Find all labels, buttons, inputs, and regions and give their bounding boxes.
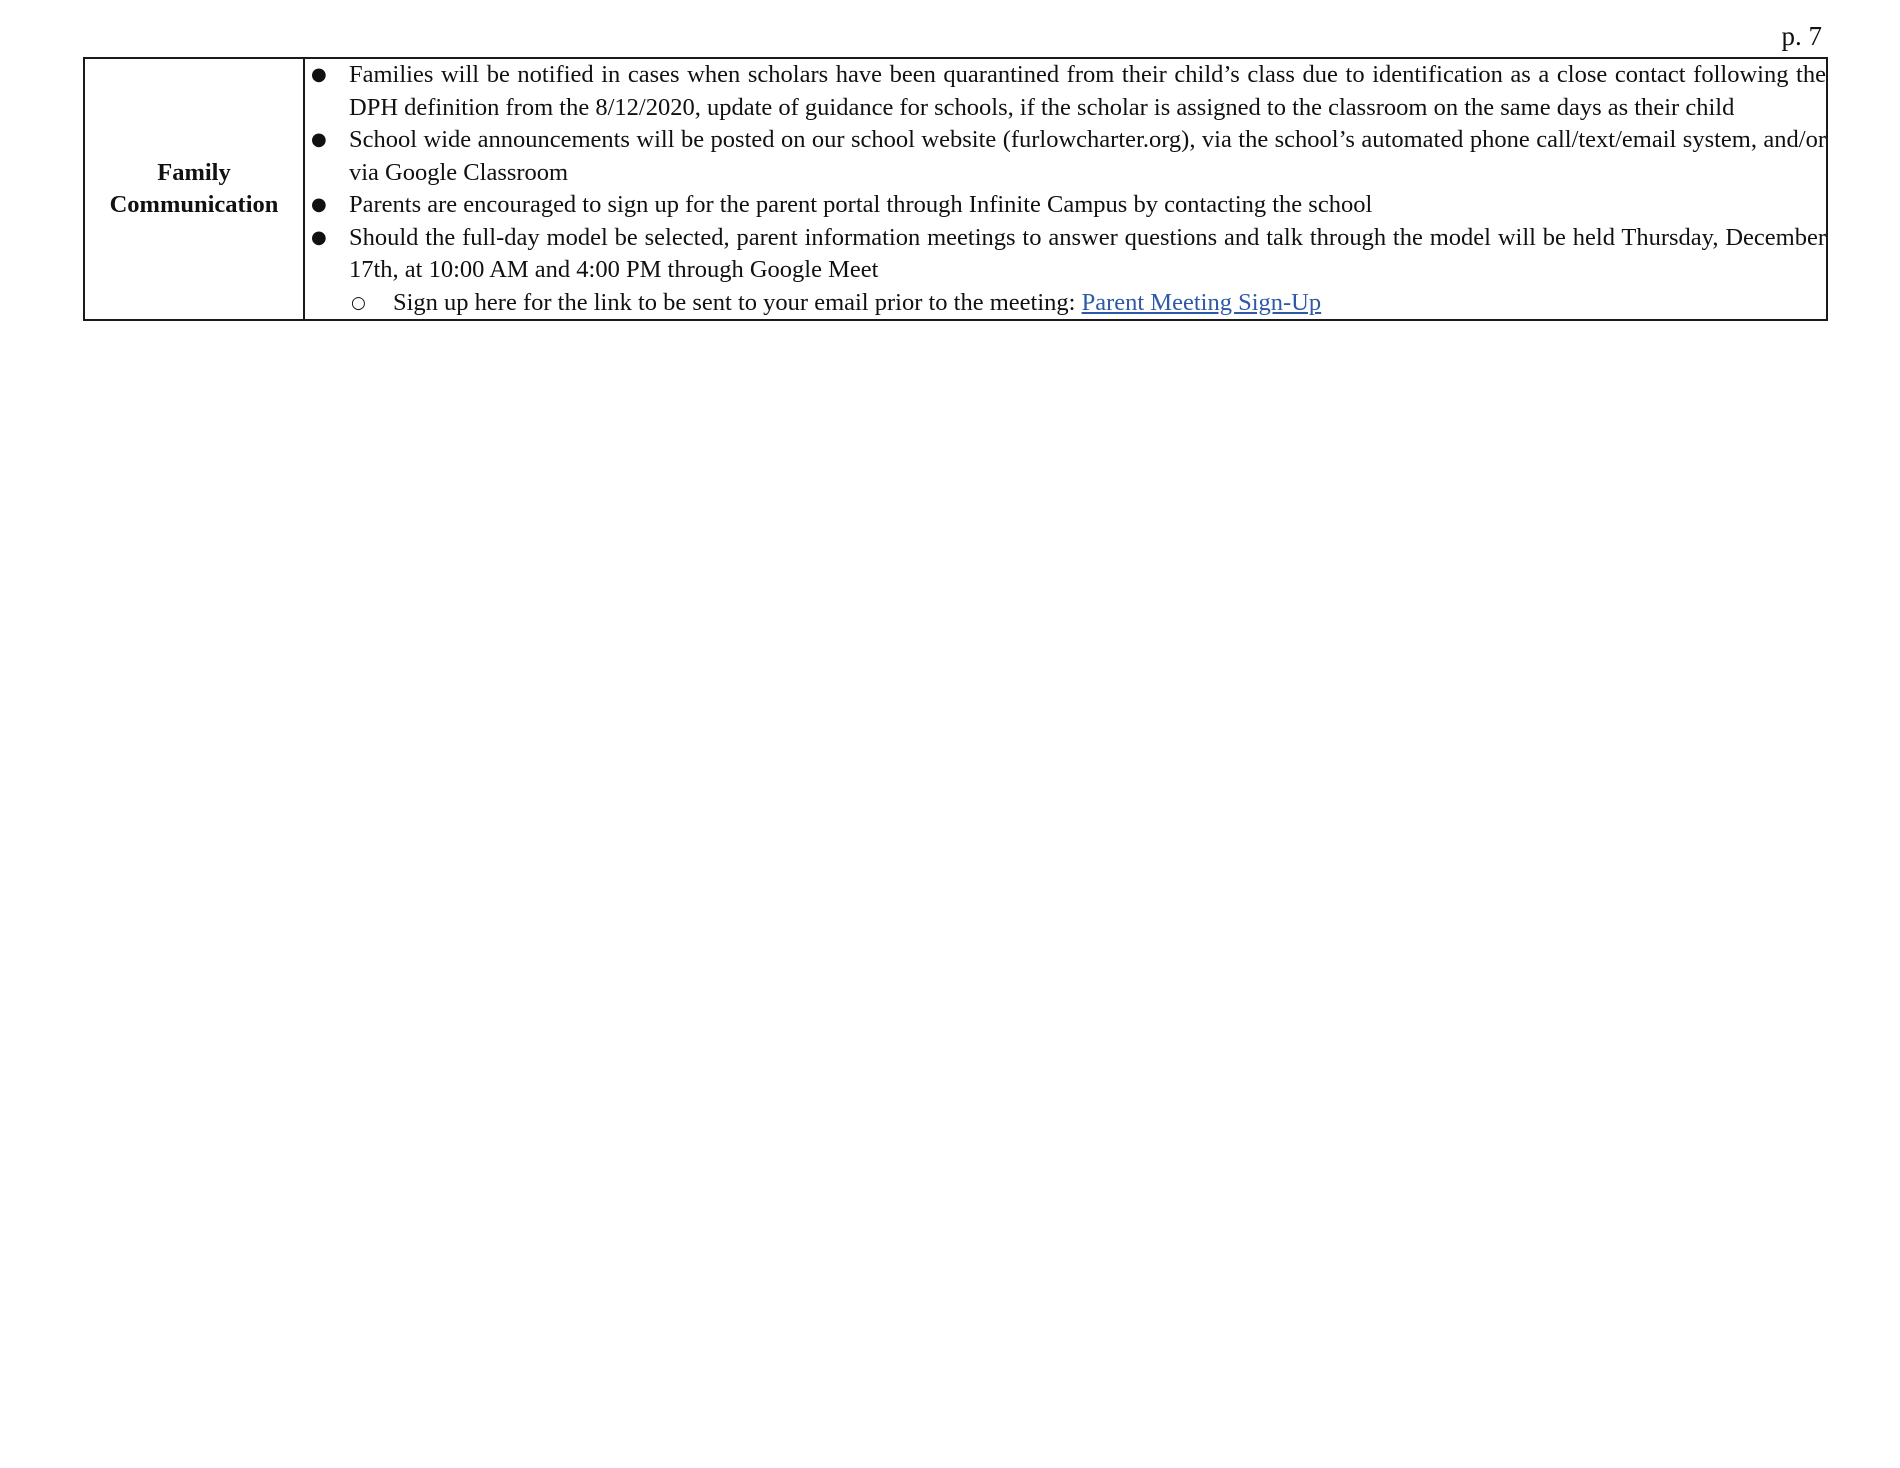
list-item-text: Families will be notified in cases when scholars have been quarantined from their child’s class due to identification as a close contact following the DPH definition from the 8/12/2020, update of guidance for schools, if the scholar is assigned to the classroom on the same days as their child — [349, 61, 1826, 121]
filled-circle-bullet-icon: ● — [311, 226, 327, 248]
list-item — [305, 222, 1826, 320]
list-item — [305, 189, 1826, 222]
filled-circle-bullet-icon: ● — [311, 129, 327, 150]
filled-circle-bullet-icon: ● — [311, 64, 327, 85]
hollow-circle-bullet-icon: ○ — [351, 292, 366, 313]
parent-meeting-signup-link[interactable]: Parent Meeting Sign-Up — [1081, 288, 1322, 316]
sub-bullet-list — [349, 287, 1826, 320]
list-item — [305, 124, 1826, 189]
list-item-text: Parents are encouraged to sign up for the parent portal through Infinite Campus by contacting the school — [349, 191, 1373, 218]
filled-circle-bullet-icon: ● — [311, 194, 327, 215]
page-number: p. 7 — [1781, 21, 1822, 51]
family-communication-table — [83, 57, 1828, 321]
sub-list-item-text: Sign up here for the link to be sent to your email prior to the meeting: — [393, 288, 1082, 316]
list-item-text: Should the full-day model be selected, parent information meetings to answer questions and talk through the model will be held Thursday, December 17th, at 10:00 AM and 4:00 PM through Google Meet — [349, 223, 1826, 283]
row-label: Family Communication — [84, 58, 304, 320]
list-item — [305, 59, 1826, 124]
bullet-list — [305, 59, 1826, 319]
sub-list-item — [349, 287, 1826, 320]
list-item-text: School wide announcements will be posted on our school website (furlowcharter.org), via the school’s automated phone call/text/email system, and/or via Google Classroom — [349, 126, 1826, 186]
row-content — [304, 58, 1827, 320]
table-row — [84, 58, 1827, 320]
